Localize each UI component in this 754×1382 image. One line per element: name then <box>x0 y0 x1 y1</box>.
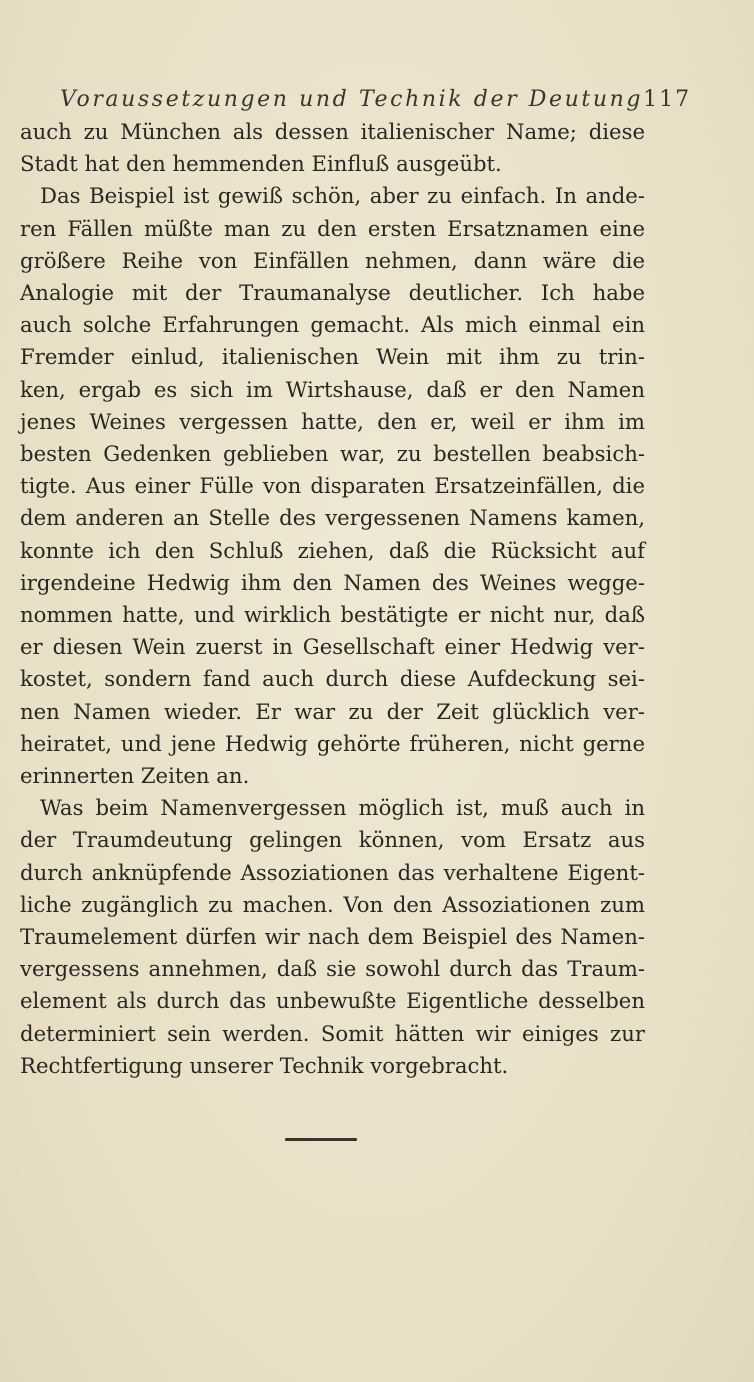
text-line: besten Gedenken geblieben war, zu bestellen beabsich- <box>20 441 645 467</box>
text-line: ren Fällen müßte man zu den ersten Ersatznamen eine <box>20 215 645 241</box>
text-line: Das Beispiel ist gewiß schön, aber zu einfach. In ande- <box>40 183 645 209</box>
body-text <box>20 116 645 1082</box>
book-page <box>20 84 692 1082</box>
text-line: element als durch das unbewußte Eigentliche desselben <box>20 988 645 1014</box>
text-line: der Traumdeutung gelingen können, vom Ersatz aus <box>20 827 645 853</box>
text-line: Fremder einlud, italienischen Wein mit ihm zu trin- <box>20 344 645 370</box>
text-line: auch zu München als dessen italienischer Name; diese <box>20 119 645 144</box>
text-line: ken, ergab es sich im Wirtshause, daß er den Namen <box>20 376 645 402</box>
text-line: erinnerten Zeiten an. <box>20 763 250 789</box>
text-line: Analogie mit der Traumanalyse deutlicher. Ich habe <box>20 280 645 306</box>
text-line: nommen hatte, und wirklich bestätigte er nicht nur, daß <box>20 602 645 628</box>
text-line: durch anknüpfende Assoziationen das verhaltene Eigent- <box>20 859 645 885</box>
text-line: größere Reihe von Einfällen nehmen, dann wäre die <box>20 247 645 273</box>
text-line: jenes Weines vergessen hatte, den er, weil er ihm im <box>20 408 645 434</box>
text-line: heiratet, und jene Hedwig gehörte früheren, nicht gerne <box>20 730 645 756</box>
text-line: Rechtfertigung unserer Technik vorgebracht. <box>20 1052 509 1078</box>
running-title: Voraussetzungen und Technik der Deutung <box>60 87 644 112</box>
text-line: er diesen Wein zuerst in Gesellschaft einer Hedwig ver- <box>20 634 645 660</box>
paragraph <box>20 792 645 1082</box>
running-header <box>20 84 692 116</box>
text-line: auch solche Erfahrungen gemacht. Als mich einmal ein <box>20 312 645 338</box>
text-line: determiniert sein werden. Somit hätten wir einiges zur <box>20 1020 645 1046</box>
paragraph <box>20 116 645 180</box>
text-line: kostet, sondern fand auch durch diese Aufdeckung sei- <box>20 666 645 692</box>
text-line: tigte. Aus einer Fülle von disparaten Ersatzeinfällen, die <box>20 473 645 499</box>
text-line: nen Namen wieder. Er war zu der Zeit glücklich ver- <box>20 698 645 724</box>
text-line: irgendeine Hedwig ihm den Namen des Weines wegge- <box>20 569 645 595</box>
closing-rule <box>285 1138 357 1141</box>
text-line: Traumelement dürfen wir nach dem Beispiel des Namen- <box>20 924 645 950</box>
text-line: dem anderen an Stelle des vergessenen Namens kamen, <box>20 505 645 531</box>
text-line: konnte ich den Schluß ziehen, daß die Rücksicht auf <box>20 537 645 563</box>
text-line: liche zugänglich zu machen. Von den Assoziationen zum <box>20 891 645 917</box>
paragraph <box>20 180 645 792</box>
text-line: vergessens annehmen, daß sie sowohl durch das Traum- <box>20 956 645 982</box>
page-number: 117 <box>643 87 692 112</box>
text-line: Was beim Namenvergessen möglich ist, muß auch in <box>40 795 645 821</box>
text-line: Stadt hat den hemmenden Einfluß ausgeübt. <box>20 151 502 177</box>
